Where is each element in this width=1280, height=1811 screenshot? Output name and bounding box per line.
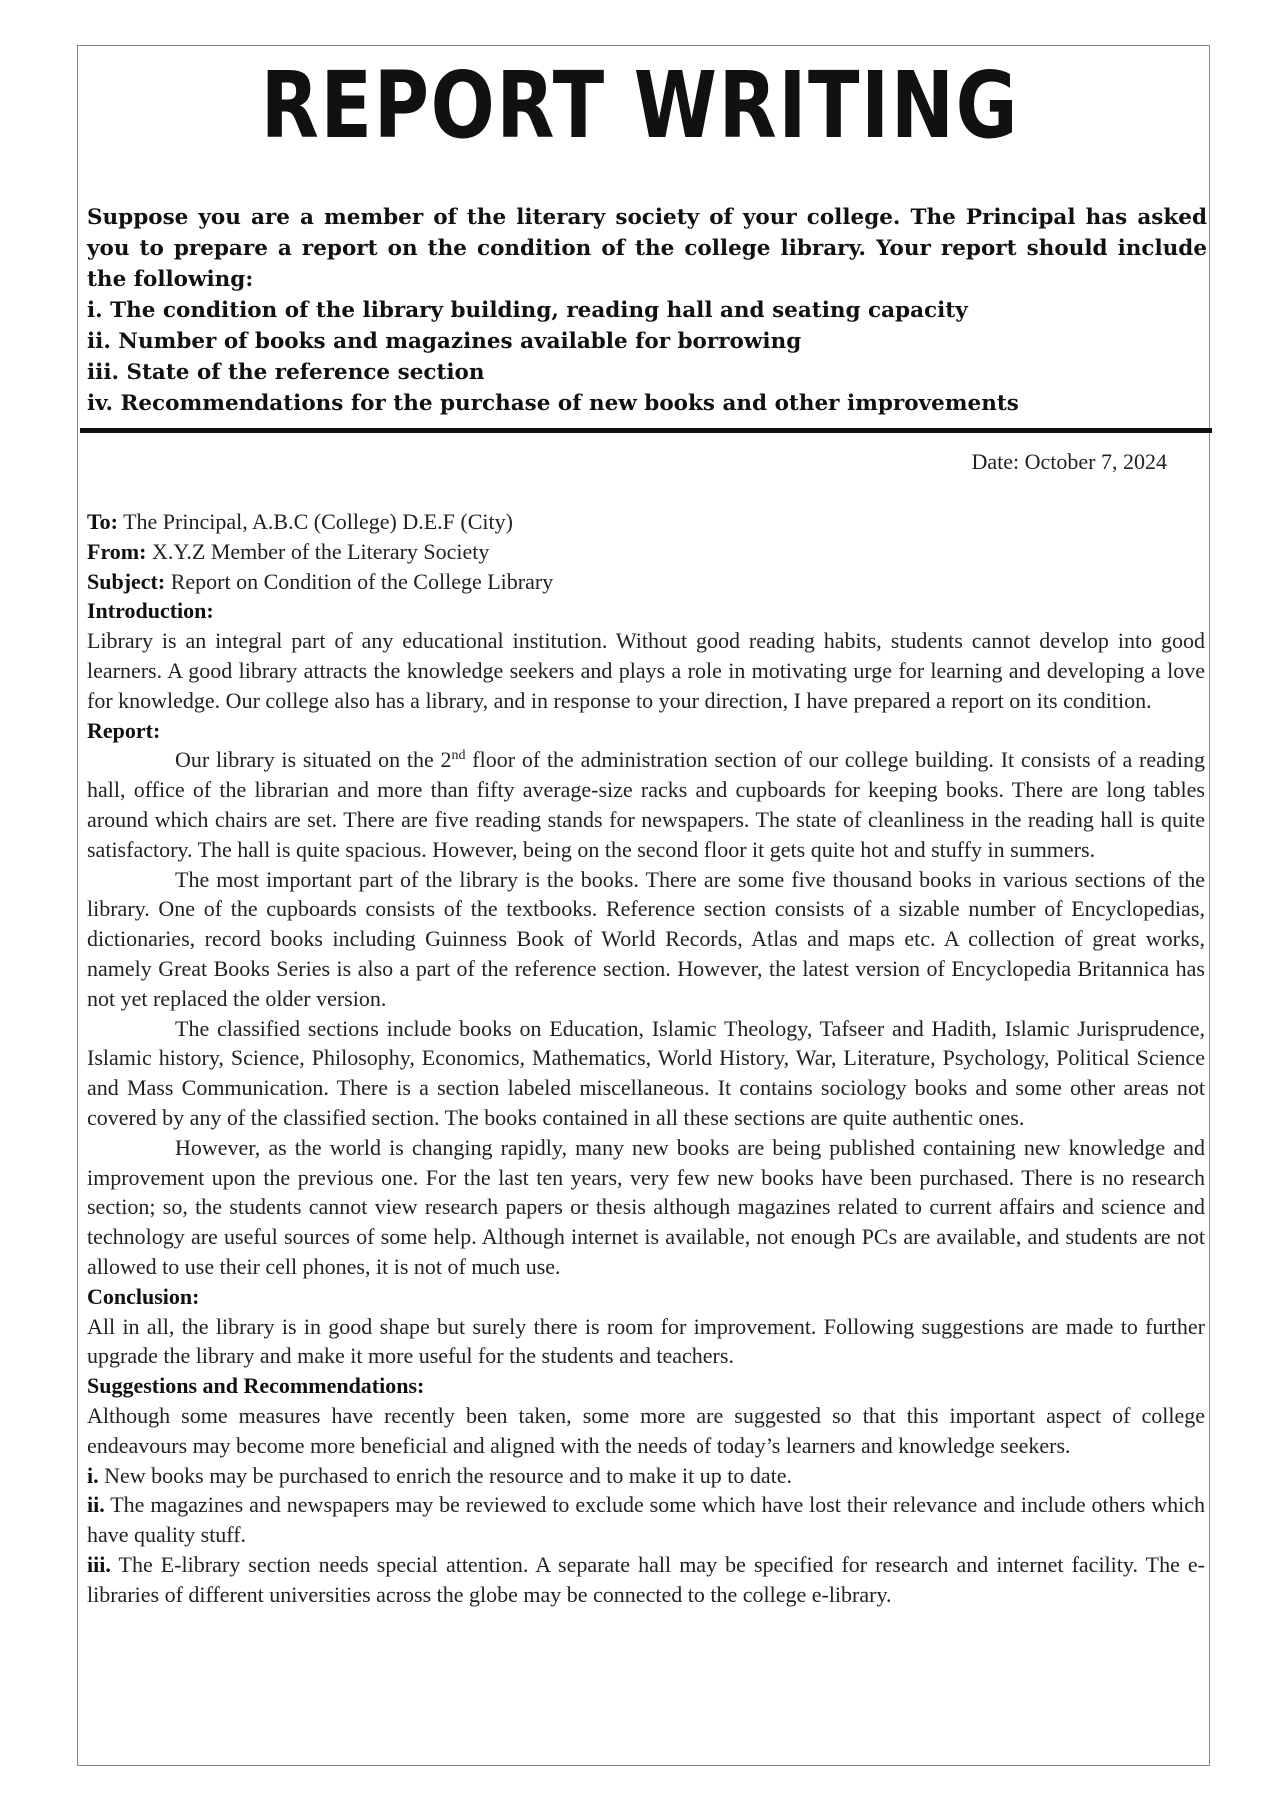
- suggestion-item: iii. The E-library section needs special attention. A separate hall may be specified for research and internet facility. The e-libraries of different universities across the globe may be connected to the college e-library.: [87, 1551, 1205, 1607]
- memo-subject: [87, 567, 1205, 597]
- suggestions-heading: Suggestions and Recommendations:: [87, 1373, 425, 1399]
- question-item: ii. Number of books and magazines available for borrowing: [87, 329, 802, 354]
- memo-from-label: From:: [87, 538, 147, 564]
- report-paragraph-3: The classified sections include books on Education, Islamic Theology, Tafseer and Hadith, Islamic Jurisprudence, Islamic history, Science, Philosophy, Economics, Mathematics, World History, War, Literature, Psychology, Political Science and Mass Communication. There is a section labeled miscellaneous. It contains sociology books and some other areas not covered by any of the classified section. The books contained in all these sections are quite authentic ones.: [87, 1015, 1205, 1130]
- report-paragraph-1: Our library is situated on the 2nd floor of the administration section of our college building. It consists of a reading hall, office of the librarian and more than fifty average-size racks and cupboards for keeping books. There are long tables around which chairs are set. There are five reading stands for newspapers. The state of cleanliness in the reading hall is quite satisfactory. The hall is quite spacious. However, being on the second floor it gets quite hot and stuffy in summers.: [87, 747, 1205, 862]
- conclusion-text: All in all, the library is in good shape but surely there is room for improvement. Following suggestions are made to further upgrade the library and make it more useful for the students and teachers.: [87, 1313, 1205, 1369]
- question-prompt-block: [87, 202, 1207, 419]
- conclusion-heading: Conclusion:: [87, 1283, 200, 1309]
- page-title: REPORT WRITING: [260, 52, 1020, 159]
- question-prompt: Suppose you are a member of the literary society of your college. The Principal has asked you to prepare a report on the condition of the college library. Your report should include the following:: [87, 205, 1207, 292]
- memo-from: [87, 537, 1205, 567]
- memo-to-label: To:: [87, 509, 118, 534]
- suggestion-number: i.: [87, 1462, 99, 1488]
- memo-from-value: X.Y.Z Member of the Literary Society: [146, 538, 490, 564]
- suggestion-item: i. New books may be purchased to enrich the resource and to make it up to date.: [87, 1462, 793, 1488]
- suggestion-number: iii.: [87, 1551, 111, 1577]
- memo-to-value: The Principal, A.B.C (College) D.E.F (City): [117, 509, 513, 534]
- question-item: i. The condition of the library building, reading hall and seating capacity: [87, 298, 968, 323]
- report-heading: Report:: [87, 717, 161, 743]
- suggestions-intro: Although some measures have recently been taken, some more are suggested so that this important aspect of college endeavours may become more beneficial and aligned with the needs of today’s learners and knowledge seekers.: [87, 1402, 1205, 1458]
- report-paragraph-2: The most important part of the library is the books. There are some five thousand books in various sections of the library. One of the cupboards consists of the textbooks. Reference section consists of a sizable number of Encyclopedias, dictionaries, record books including Guinness Book of World Records, Atlas and maps etc. A collection of great works, namely Great Books Series is also a part of the reference section. However, the latest version of Encyclopedia Britannica has not yet replaced the older version.: [87, 866, 1205, 1011]
- suggestion-item: ii. The magazines and newspapers may be reviewed to exclude some which have lost their relevance and include others which have quality stuff.: [87, 1492, 1205, 1548]
- report-date: Date: October 7, 2024: [971, 449, 1167, 474]
- suggestion-number: ii.: [87, 1492, 105, 1518]
- memo-to: [87, 507, 1205, 537]
- report-body: [87, 507, 1205, 1609]
- introduction-text: Library is an integral part of any educational institution. Without good reading habits, students cannot develop into good learners. A good library attracts the knowledge seekers and plays a role in motivating urge for learning and developing a love for knowledge. Our college also has a library, and in response to your direction, I have prepared a report on its condition.: [87, 628, 1205, 713]
- introduction-heading: Introduction:: [87, 598, 214, 624]
- question-item: iv. Recommendations for the purchase of new books and other improvements: [87, 391, 1019, 416]
- section-divider: [80, 428, 1212, 433]
- ordinal-superscript: nd: [451, 748, 466, 764]
- memo-subject-value: Report on Condition of the College Library: [165, 568, 554, 594]
- question-item: iii. State of the reference section: [87, 360, 485, 385]
- memo-subject-label: Subject:: [87, 568, 166, 594]
- report-paragraph-4: However, as the world is changing rapidly, many new books are being published containing new knowledge and improvement upon the previous one. For the last ten years, very few new books have been purchased. There is no research section; so, the students cannot view research papers or thesis although magazines related to current affairs and science and technology are useful sources of some help. Although internet is available, not enough PCs are available, and students are not allowed to use their cell phones, it is not of much use.: [87, 1134, 1205, 1279]
